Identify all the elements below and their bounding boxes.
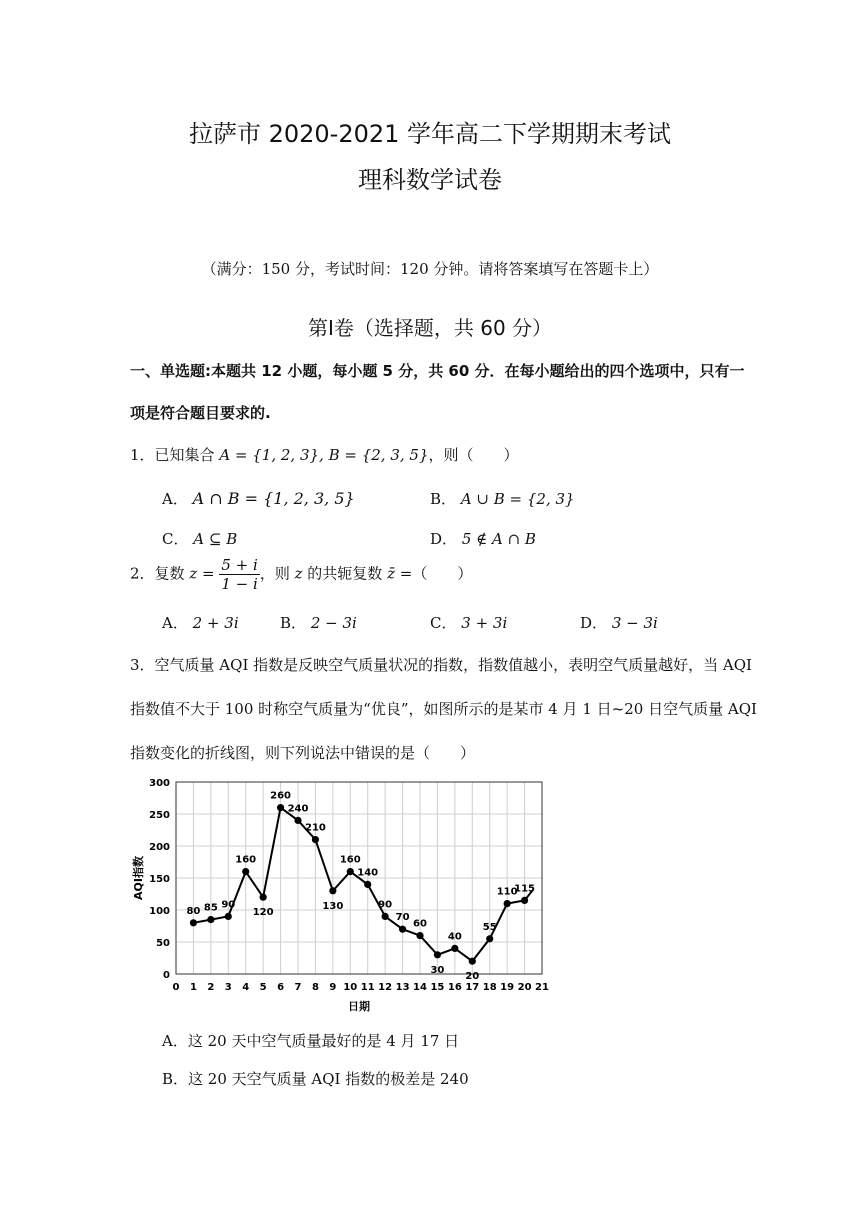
x-tick-label: 2 — [207, 982, 215, 993]
data-label: 140 — [357, 867, 379, 879]
data-point — [242, 868, 249, 875]
q3-option-b-text: 这 20 天空气质量 AQI 指数的极差是 240 — [188, 1070, 469, 1088]
y-tick-label: 50 — [156, 938, 170, 949]
aqi-line-chart — [128, 770, 558, 1020]
q2-option-b-label: B． — [280, 614, 307, 632]
q2-option-d-text: 3 − 3i — [611, 614, 658, 632]
q2-stem-suffix: （ ） — [412, 564, 473, 583]
q1-option-b-text: A ∪ B = {2, 3} — [460, 490, 575, 508]
q2-stem-prefix: 2．复数 — [130, 564, 185, 583]
x-tick-label: 10 — [343, 982, 358, 993]
y-axis-label: AQI指数 — [132, 856, 145, 900]
data-point — [521, 897, 528, 904]
data-point — [207, 916, 214, 923]
data-label: 210 — [304, 822, 326, 834]
x-tick-label: 7 — [294, 982, 302, 993]
q2-option-d-label: D． — [580, 614, 608, 632]
x-tick-label: 1 — [189, 982, 197, 993]
section-instructions-line2: 项是符合题目要求的. — [130, 404, 271, 422]
x-tick-label: 19 — [500, 982, 515, 993]
q2-option-c-text: 3 + 3i — [461, 614, 508, 632]
q1-stem-suffix: ，则（ ） — [428, 446, 519, 464]
q2-numerator: 5 + i — [221, 556, 258, 574]
series-line — [193, 808, 524, 962]
q3-line-1: 3．空气质量 AQI 指数是反映空气质量状况的指数，指数值越小，表明空气质量越好，当 AQI — [130, 656, 752, 674]
q1-option-a-label: A． — [162, 490, 188, 508]
data-label: 60 — [413, 918, 427, 930]
section-title: 第Ⅰ卷（选择题，共 60 分） — [307, 316, 553, 340]
q1-option-c[interactable] — [162, 528, 237, 549]
q2-option-a-text: 2 + 3i — [192, 614, 239, 632]
x-axis-label: 日期 — [348, 1000, 370, 1013]
x-tick-label: 12 — [378, 982, 393, 993]
q3-option-a[interactable] — [162, 1030, 459, 1051]
data-label: 160 — [339, 854, 361, 866]
data-point — [364, 881, 371, 888]
x-tick-label: 15 — [430, 982, 445, 993]
y-tick-label: 150 — [149, 874, 170, 885]
q2-option-b-text: 2 − 3i — [310, 614, 357, 632]
data-point — [382, 913, 389, 920]
exam-subtitle: 理科数学试卷 — [358, 166, 502, 194]
x-tick-label: 14 — [413, 982, 427, 993]
x-tick-label: 13 — [395, 982, 410, 993]
data-point — [469, 958, 476, 965]
data-label: 20 — [465, 971, 480, 983]
data-label: 80 — [186, 905, 201, 917]
y-tick-label: 250 — [149, 810, 170, 821]
data-point — [329, 887, 336, 894]
q1-option-d-label: D． — [430, 530, 458, 548]
q3-option-b[interactable] — [162, 1068, 469, 1089]
data-label: 90 — [378, 899, 393, 911]
x-tick-label: 17 — [465, 982, 480, 993]
x-tick-label: 18 — [482, 982, 497, 993]
data-label: 40 — [447, 931, 462, 943]
data-label: 55 — [482, 921, 497, 933]
data-point — [225, 913, 232, 920]
x-tick-label: 21 — [535, 982, 549, 993]
x-tick-label: 16 — [447, 982, 462, 993]
data-point — [451, 945, 458, 952]
q2-var: z — [294, 564, 303, 583]
data-label: 240 — [287, 803, 309, 815]
x-tick-label: 4 — [242, 982, 250, 993]
data-point — [294, 817, 301, 824]
q2-option-a[interactable] — [162, 612, 239, 633]
data-label: 115 — [514, 883, 536, 895]
x-tick-label: 8 — [311, 982, 319, 993]
x-tick-label: 6 — [277, 982, 285, 993]
x-tick-label: 0 — [172, 982, 180, 993]
question-1-stem — [130, 444, 519, 465]
q2-option-d[interactable] — [580, 612, 658, 633]
data-point — [434, 951, 441, 958]
section-instructions-line1: 一、单选题:本题共 12 小题，每小题 5 分，共 60 分．在每小题给出的四个选项中，只有一 — [130, 362, 745, 380]
x-tick-label: 20 — [517, 982, 532, 993]
q2-fraction — [219, 556, 259, 593]
data-point — [399, 926, 406, 933]
x-tick-label: 5 — [259, 982, 267, 993]
q2-option-a-label: A． — [162, 614, 188, 632]
q1-option-c-text: A ⊆ B — [193, 530, 238, 548]
data-point — [504, 900, 511, 907]
data-label: 160 — [235, 854, 257, 866]
data-point — [347, 868, 354, 875]
q3-option-a-text: 这 20 天中空气质量最好的是 4 月 17 日 — [187, 1032, 460, 1050]
data-label: 30 — [430, 964, 445, 976]
q2-option-b[interactable] — [280, 612, 357, 633]
data-label: 130 — [322, 900, 344, 912]
q1-option-b[interactable] — [430, 488, 575, 509]
q1-option-a[interactable] — [162, 488, 355, 509]
data-point — [277, 804, 284, 811]
data-point — [486, 935, 493, 942]
q1-option-b-label: B． — [430, 490, 457, 508]
data-point — [312, 836, 319, 843]
q2-lhs: z = — [189, 564, 215, 583]
q3-option-b-label: B． — [162, 1070, 189, 1088]
y-tick-label: 100 — [149, 906, 170, 917]
exam-title: 拉萨市 2020-2021 学年高二下学期期末考试 — [188, 120, 672, 148]
q1-stem-prefix: 1．已知集合 — [130, 446, 215, 464]
q2-denominator: 1 − i — [221, 575, 258, 593]
q2-option-c[interactable] — [430, 612, 507, 633]
y-tick-label: 200 — [149, 842, 170, 853]
data-label: 110 — [496, 886, 518, 898]
q1-option-d-text: 5 ∉ A ∩ B — [461, 530, 536, 548]
data-label: 120 — [252, 907, 274, 919]
data-label: 90 — [221, 899, 236, 911]
question-2-stem — [130, 556, 472, 593]
q2-stem-mid2: 的共轭复数 — [307, 564, 383, 583]
exam-note: （满分：150 分，考试时间：120 分钟。请将答案填写在答题卡上） — [201, 260, 659, 278]
q1-math: A = {1, 2, 3}, B = {2, 3, 5} — [219, 446, 429, 464]
q3-line-3: 指数变化的折线图，则下列说法中错误的是（ ） — [130, 744, 476, 762]
x-tick-label: 9 — [329, 982, 337, 993]
q1-option-c-label: C． — [162, 530, 189, 548]
data-label: 70 — [395, 912, 410, 924]
data-label: 85 — [203, 902, 218, 914]
q1-option-d[interactable] — [430, 528, 536, 549]
q2-conj: z̄ = — [387, 564, 413, 583]
q2-option-c-label: C． — [430, 614, 457, 632]
data-point — [190, 919, 197, 926]
q3-option-a-label: A． — [162, 1032, 188, 1050]
data-label: 260 — [270, 790, 292, 802]
x-tick-label: 3 — [224, 982, 232, 993]
data-point — [416, 932, 423, 939]
q2-stem-mid: ，则 — [259, 564, 290, 583]
q3-line-2: 指数值不大于 100 时称空气质量为“优良”，如图所示的是某市 4 月 1 日~20 日空气质量 AQI — [130, 700, 757, 718]
y-tick-label: 0 — [163, 970, 170, 981]
q1-option-a-text: A ∩ B = {1, 2, 3, 5} — [192, 489, 355, 508]
data-point — [260, 894, 267, 901]
y-tick-label: 300 — [149, 778, 170, 789]
x-tick-label: 11 — [360, 982, 375, 993]
